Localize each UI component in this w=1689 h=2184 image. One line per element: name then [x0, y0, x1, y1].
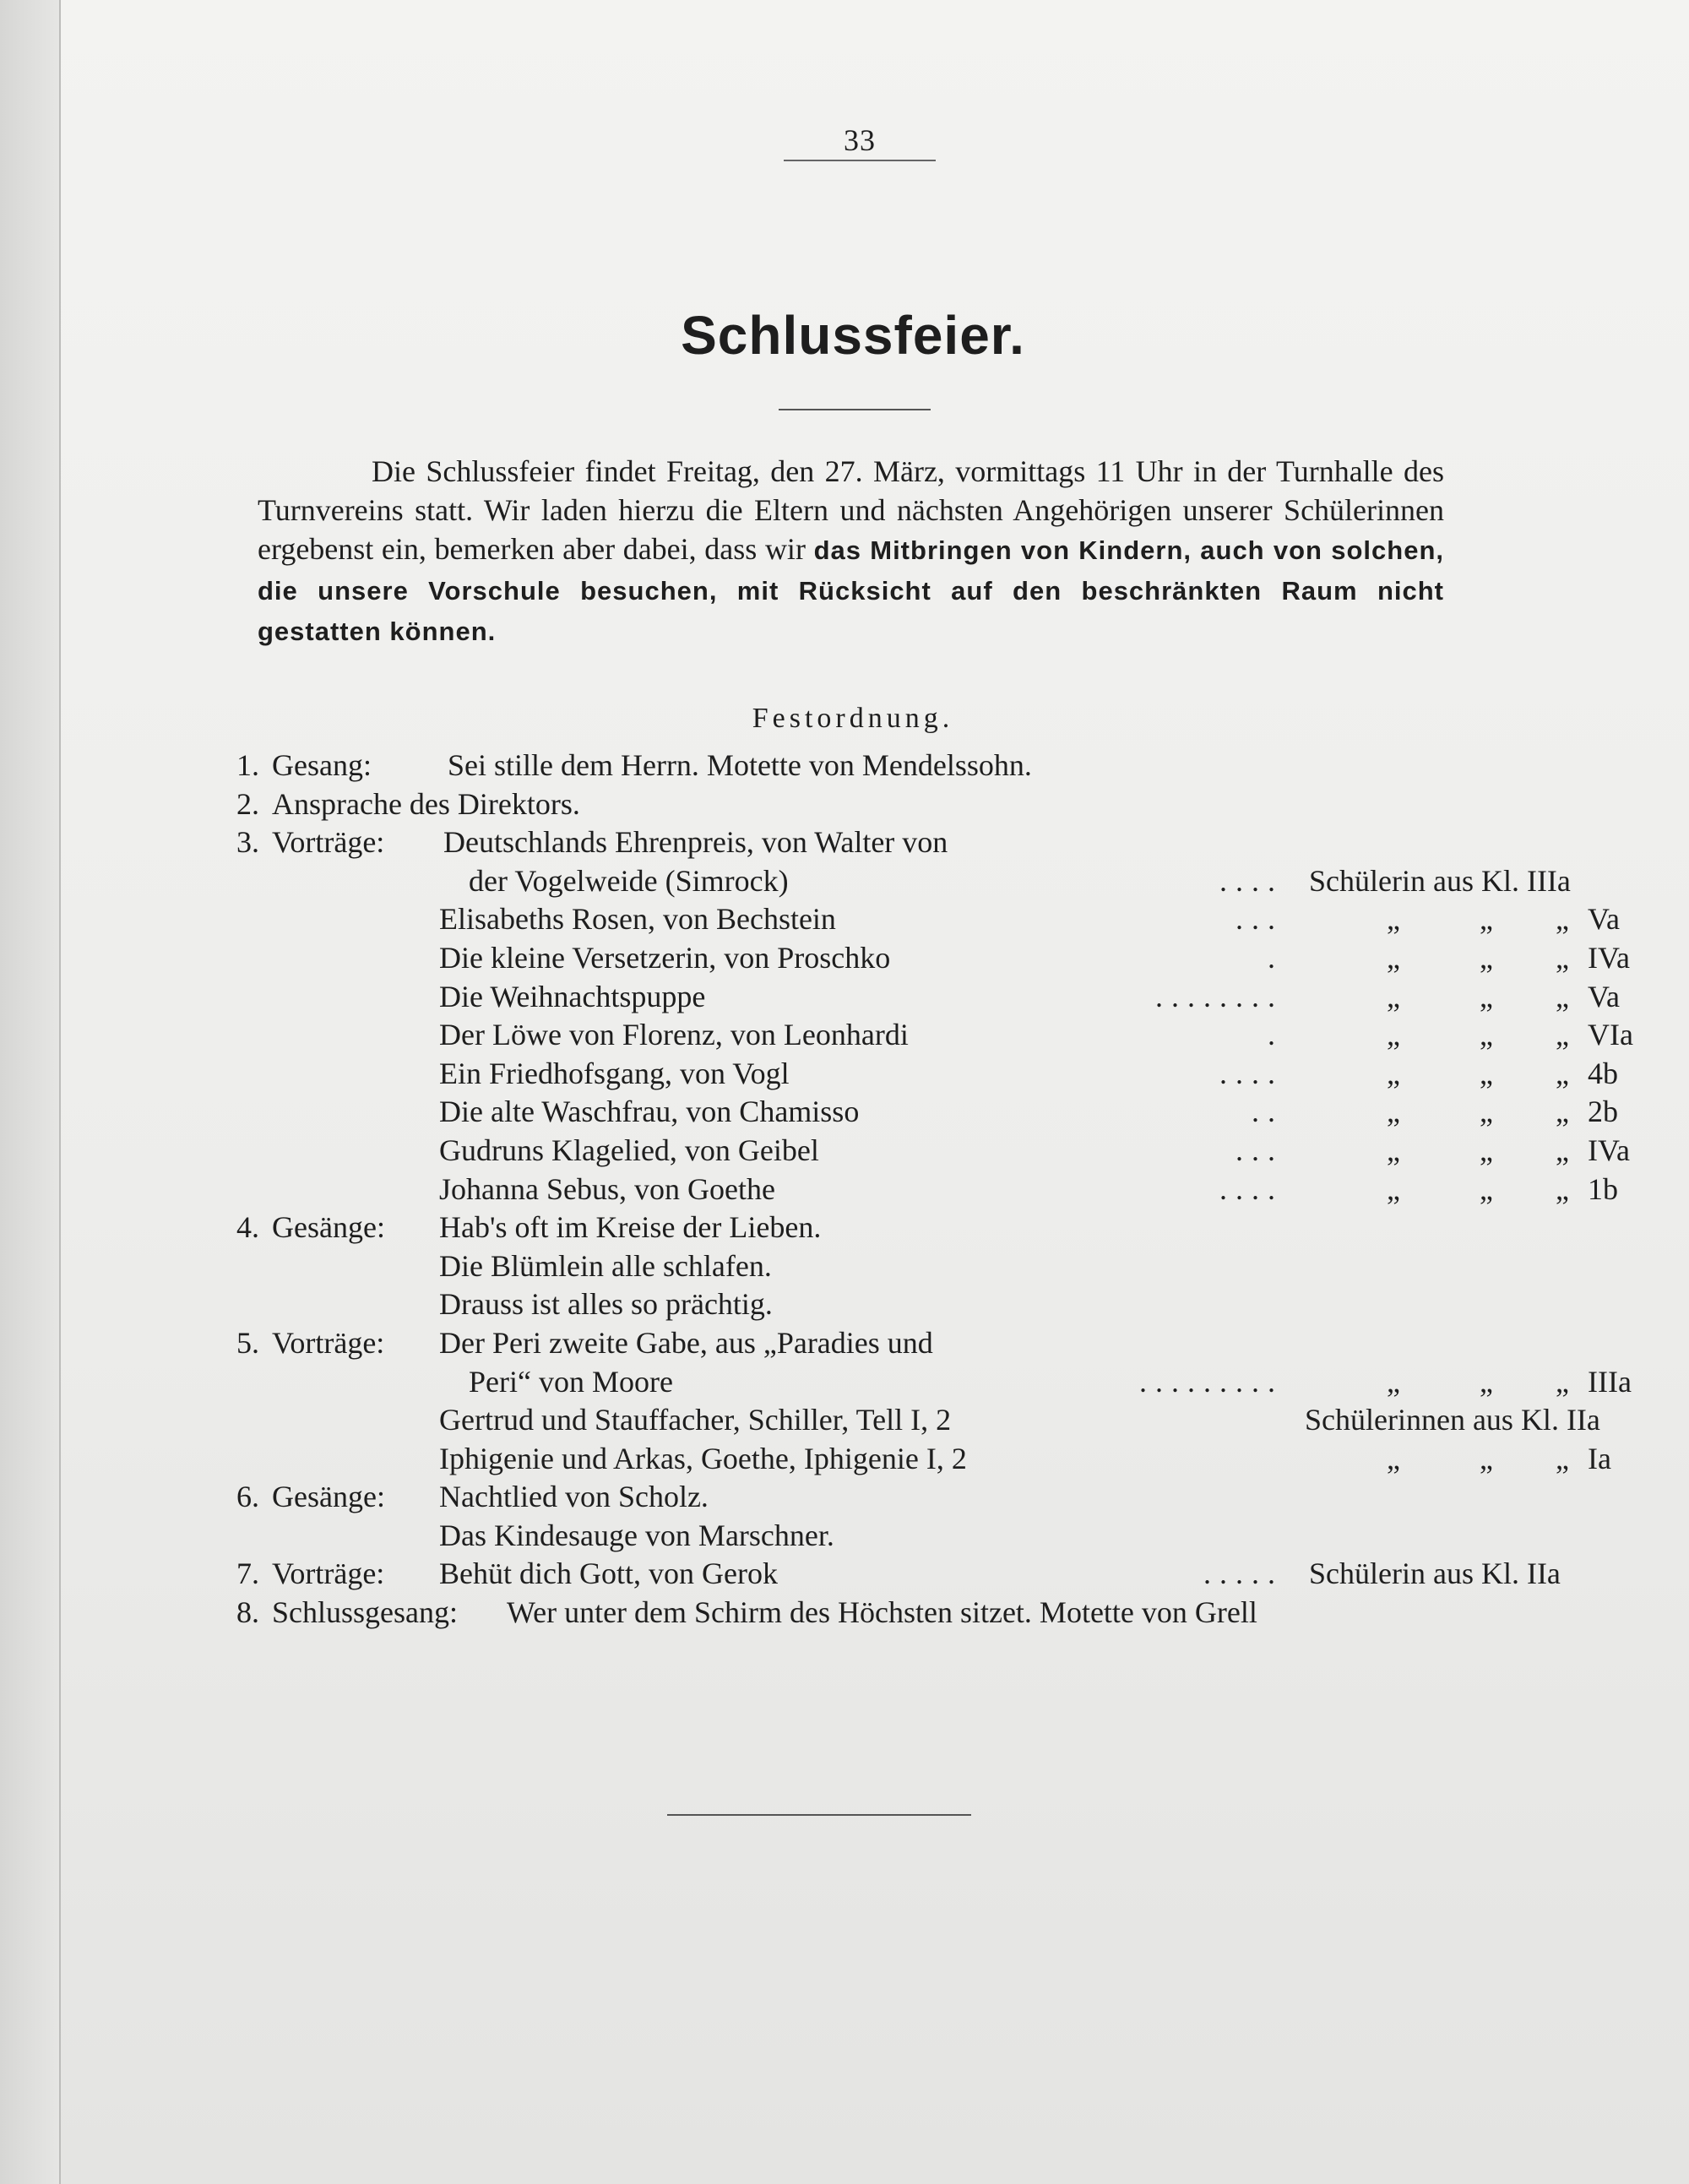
intro-bold-text: das Mitbringen von Kindern, auch von solchen, die unsere Vorschule besuchen, mit Rücksicht auf den beschränkten Raum nicht gestatten können.	[258, 535, 1444, 646]
recitation-title: Gudruns Klagelied, von Geibel	[439, 1133, 819, 1167]
recitation-row: Peri“ von Moore ......... „ „ „ IIIa	[236, 1363, 1453, 1402]
item-label: Vorträge:	[272, 1325, 385, 1360]
leader-dots: ....	[1219, 863, 1284, 898]
song-title: Die Blümlein alle schlafen.	[439, 1248, 772, 1283]
recitation-title: Die Weihnachtspuppe	[439, 979, 706, 1013]
recitation-title: Die alte Waschfrau, von Chamisso	[439, 1095, 860, 1129]
recitation-row	[236, 862, 1571, 901]
item-label: Gesänge:	[272, 1480, 385, 1514]
performer: Schülerin aus Kl. IIa	[1309, 1557, 1561, 1591]
song-row	[236, 1247, 1453, 1286]
program-item-4	[236, 1209, 1453, 1247]
performer: Schülerinnen aus Kl. IIa	[1305, 1403, 1600, 1437]
item-text: Ansprache des Direktors.	[272, 786, 580, 821]
recitation-title: Der Peri zweite Gabe, aus „Paradies und	[439, 1325, 933, 1360]
leader-dots: .....	[1203, 1557, 1284, 1591]
item-label: Vorträge:	[272, 1557, 385, 1591]
leader-dots: ...	[1236, 1133, 1284, 1167]
page-number-rule	[784, 160, 936, 161]
program-item-5	[236, 1324, 1453, 1363]
closing-song: Wer unter dem Schirm des Höchsten sitzet. Motette von Grell	[507, 1595, 1257, 1630]
song-title: Nachtlied von Scholz.	[439, 1480, 709, 1514]
leader-dots: ..	[1252, 1095, 1284, 1129]
program-item-2	[236, 785, 1453, 824]
item-label: Gesänge:	[272, 1210, 385, 1245]
item-number: 4.	[236, 1210, 259, 1245]
page-number	[784, 122, 936, 161]
page-title: Schlussfeier.	[681, 305, 1025, 366]
item-number: 5.	[236, 1325, 259, 1360]
recitation-row	[236, 1401, 1600, 1440]
item-number: 8.	[236, 1595, 259, 1630]
leader-dots: .	[1268, 1018, 1284, 1052]
recitation-row: Der Löwe von Florenz, von Leonhardi . „ „ „ VIa	[236, 1016, 1453, 1055]
class-label: 2b	[1588, 1095, 1618, 1129]
item-label: Schlussgesang:	[272, 1595, 458, 1630]
leader-dots: ....	[1219, 1056, 1284, 1090]
recitation-row: Gudruns Klagelied, von Geibel ... „ „ „ IVa	[236, 1132, 1453, 1171]
leader-dots: ...	[1236, 902, 1284, 937]
class-label: IVa	[1588, 940, 1630, 975]
item-number: 6.	[236, 1480, 259, 1514]
closing-rule	[667, 1814, 971, 1816]
class-label: Ia	[1588, 1441, 1611, 1475]
song-title: Drauss ist alles so prächtig.	[439, 1287, 773, 1322]
class-label: IVa	[1588, 1133, 1630, 1167]
recitation-title: Behüt dich Gott, von Gerok	[439, 1557, 778, 1591]
recitation-row: Elisabeths Rosen, von Bechstein ... „ „ „ Va	[236, 900, 1453, 939]
recitation-row: Die kleine Versetzerin, von Proschko . „ „ „ IVa	[236, 939, 1453, 978]
recitation-title: Die kleine Versetzerin, von Proschko	[439, 940, 891, 975]
recitation-title: Iphigenie und Arkas, Goethe, Iphigenie I, 2	[439, 1441, 967, 1475]
recitation-title-cont: der Vogelweide (Simrock)	[469, 863, 789, 898]
class-label: 4b	[1588, 1056, 1618, 1090]
recitation-title: Ein Friedhofsgang, von Vogl	[439, 1056, 790, 1090]
recitation-row: Iphigenie und Arkas, Goethe, Iphigenie I, 2 „ „ „ Ia	[236, 1440, 1453, 1479]
item-number: 2.	[236, 786, 259, 821]
recitation-title: Elisabeths Rosen, von Bechstein	[439, 902, 836, 937]
item-number: 7.	[236, 1557, 259, 1591]
page-number-text: 33	[844, 123, 876, 157]
program-item-3	[236, 823, 1453, 862]
class-label: Va	[1588, 902, 1620, 937]
class-label: Va	[1588, 979, 1620, 1013]
leader-dots: ........	[1155, 979, 1284, 1013]
recitation-title: Johanna Sebus, von Goethe	[439, 1171, 775, 1206]
recitation-title-cont: Peri“ von Moore	[469, 1364, 673, 1399]
song-row	[236, 1517, 1453, 1556]
song-row	[236, 1285, 1453, 1324]
leader-dots: .	[1268, 940, 1284, 975]
recitation-title: Der Löwe von Florenz, von Leonhardi	[439, 1018, 909, 1052]
item-label: Vorträge:	[272, 825, 385, 860]
item-number: 3.	[236, 825, 259, 860]
recitation-row: Ein Friedhofsgang, von Vogl .... „ „ „ 4b	[236, 1055, 1453, 1094]
program-list	[236, 747, 1633, 1633]
class-label: 1b	[1588, 1171, 1618, 1206]
program-item-6	[236, 1478, 1453, 1517]
leader-dots: ....	[1219, 1171, 1284, 1206]
program-heading: Festordnung.	[752, 703, 954, 734]
performer: Schülerin aus Kl. IIIa	[1309, 863, 1571, 898]
item-label: Gesang:	[272, 748, 372, 782]
intro-paragraph	[258, 452, 1444, 651]
item-text: Sei stille dem Herrn. Motette von Mendelssohn.	[448, 748, 1032, 782]
recitation-row: Johanna Sebus, von Goethe .... „ „ „ 1b	[236, 1171, 1453, 1209]
program-item-1	[236, 747, 1453, 785]
recitation-row: Die Weihnachtspuppe ........ „ „ „ Va	[236, 978, 1453, 1017]
recitation-title: Deutschlands Ehrenpreis, von Walter von	[443, 825, 948, 860]
song-title: Hab's oft im Kreise der Lieben.	[439, 1210, 822, 1245]
intro-text: Die Schlussfeier findet Freitag, den 27. März, vormittags 11 Uhr in der Turnhalle des Turnvereins statt. Wir laden hierzu die Eltern und nächsten Angehörigen unserer Schülerinnen ergebenst ein, bemerken aber dabei, dass wir	[258, 454, 1444, 566]
item-number: 1.	[236, 748, 259, 782]
class-label: VIa	[1588, 1018, 1633, 1052]
program-item-8	[236, 1594, 1453, 1633]
program-item-7	[236, 1555, 1561, 1594]
recitation-row: Die alte Waschfrau, von Chamisso .. „ „ „ 2b	[236, 1093, 1453, 1132]
leader-dots: .........	[1139, 1364, 1284, 1399]
title-rule	[779, 409, 931, 410]
song-title: Das Kindesauge von Marschner.	[439, 1518, 834, 1552]
recitation-title: Gertrud und Stauffacher, Schiller, Tell I, 2	[439, 1403, 952, 1437]
class-label: IIIa	[1588, 1364, 1632, 1399]
